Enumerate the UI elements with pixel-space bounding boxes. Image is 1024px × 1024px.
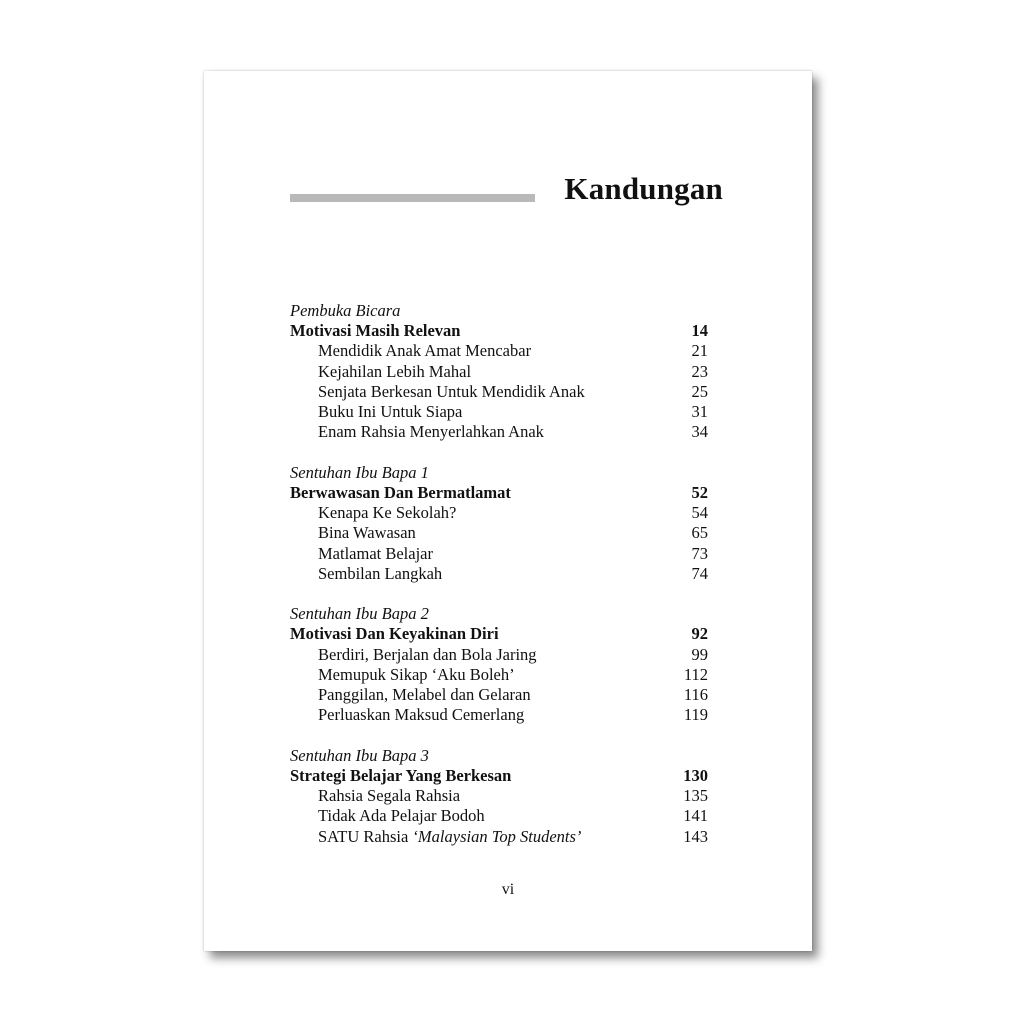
toc-entry: [290, 564, 708, 584]
entry-page-number: 112: [683, 664, 708, 684]
page-folio: vi: [501, 881, 515, 898]
toc-entry: [290, 806, 708, 826]
chapter-title: Motivasi Dan Keyakinan Diri: [290, 624, 499, 644]
entry-title: Matlamat Belajar: [318, 543, 433, 563]
entry-title: Panggilan, Melabel dan Gelaran: [318, 685, 531, 705]
toc-entry: [290, 382, 708, 402]
entry-title: [318, 827, 581, 847]
entry-page-number: 74: [691, 563, 708, 583]
chapter-entry: [290, 483, 708, 503]
chapter-entry: [290, 624, 708, 644]
entry-title: Kejahilan Lebih Mahal: [318, 361, 472, 381]
chapter-entry: [290, 766, 708, 786]
section-label: Sentuhan Ibu Bapa 2: [290, 604, 429, 624]
toc-entry: [290, 341, 708, 361]
chapter-page-number: 92: [691, 624, 708, 644]
entry-title: Berdiri, Berjalan dan Bola Jaring: [318, 644, 537, 664]
entry-title: Rahsia Segala Rahsia: [318, 786, 461, 806]
entry-title: Sembilan Langkah: [318, 563, 443, 583]
book-page: [204, 71, 812, 951]
chapter-entry: [290, 321, 708, 341]
section-label: Pembuka Bicara: [290, 301, 401, 320]
toc-entry: [290, 685, 708, 705]
entry-page-number: 116: [683, 685, 708, 705]
entry-page-number: 135: [683, 786, 708, 806]
entry-page-number: 73: [691, 543, 708, 563]
entry-title: Kenapa Ke Sekolah?: [318, 503, 457, 523]
entry-page-number: 143: [683, 826, 708, 846]
page-title: Kandungan: [564, 171, 723, 206]
entry-title: Enam Rahsia Menyerlahkan Anak: [318, 422, 544, 442]
chapter-title: Motivasi Masih Relevan: [290, 321, 461, 340]
entry-page-number: 31: [691, 402, 708, 422]
toc-section: [290, 604, 708, 725]
toc-entry: [290, 786, 708, 806]
entry-title: Tidak Ada Pelajar Bodoh: [318, 806, 485, 826]
chapter-page-number: 52: [691, 482, 708, 502]
entry-page-number: 34: [691, 422, 708, 442]
entry-title: Senjata Berkesan Untuk Mendidik Anak: [318, 381, 585, 401]
toc-entry: [290, 402, 708, 422]
section-label: Sentuhan Ibu Bapa 1: [290, 462, 429, 482]
toc-entry: [290, 523, 708, 543]
section-label: Sentuhan Ibu Bapa 3: [290, 745, 429, 765]
toc-section: [290, 746, 708, 847]
title-rule: [290, 194, 535, 202]
toc-entry: [290, 503, 708, 523]
entry-page-number: 25: [691, 381, 708, 401]
toc-entry: [290, 665, 708, 685]
entry-page-number: 99: [691, 644, 708, 664]
toc-entry: [290, 362, 708, 382]
toc-entry: [290, 422, 708, 442]
entry-page-number: 23: [691, 361, 708, 381]
chapter-page-number: 14: [691, 321, 708, 340]
chapter-title: Strategi Belajar Yang Berkesan: [290, 765, 512, 785]
entry-page-number: 21: [691, 341, 708, 361]
entry-title-italic: ‘Malaysian Top Students’: [412, 826, 582, 846]
entry-title: Perluaskan Maksud Cemerlang: [318, 705, 525, 725]
entry-title: Mendidik Anak Amat Mencabar: [318, 341, 532, 361]
entry-title: Bina Wawasan: [318, 523, 416, 543]
entry-title-plain: SATU Rahsia: [318, 826, 409, 846]
entry-title: Memupuk Sikap ‘Aku Boleh’: [318, 664, 515, 684]
entry-page-number: 54: [691, 503, 708, 523]
entry-page-number: 65: [691, 523, 708, 543]
chapter-title: Berwawasan Dan Bermatlamat: [290, 482, 511, 502]
entry-title: Buku Ini Untuk Siapa: [318, 402, 463, 422]
toc-entry: [290, 645, 708, 665]
toc-entry: [290, 827, 708, 847]
table-of-contents: [290, 301, 708, 867]
entry-page-number: 119: [683, 705, 708, 725]
chapter-page-number: 130: [683, 765, 708, 785]
toc-section: [290, 463, 708, 584]
entry-page-number: 141: [683, 806, 708, 826]
toc-section: [290, 301, 708, 443]
toc-entry: [290, 544, 708, 564]
toc-entry: [290, 705, 708, 725]
